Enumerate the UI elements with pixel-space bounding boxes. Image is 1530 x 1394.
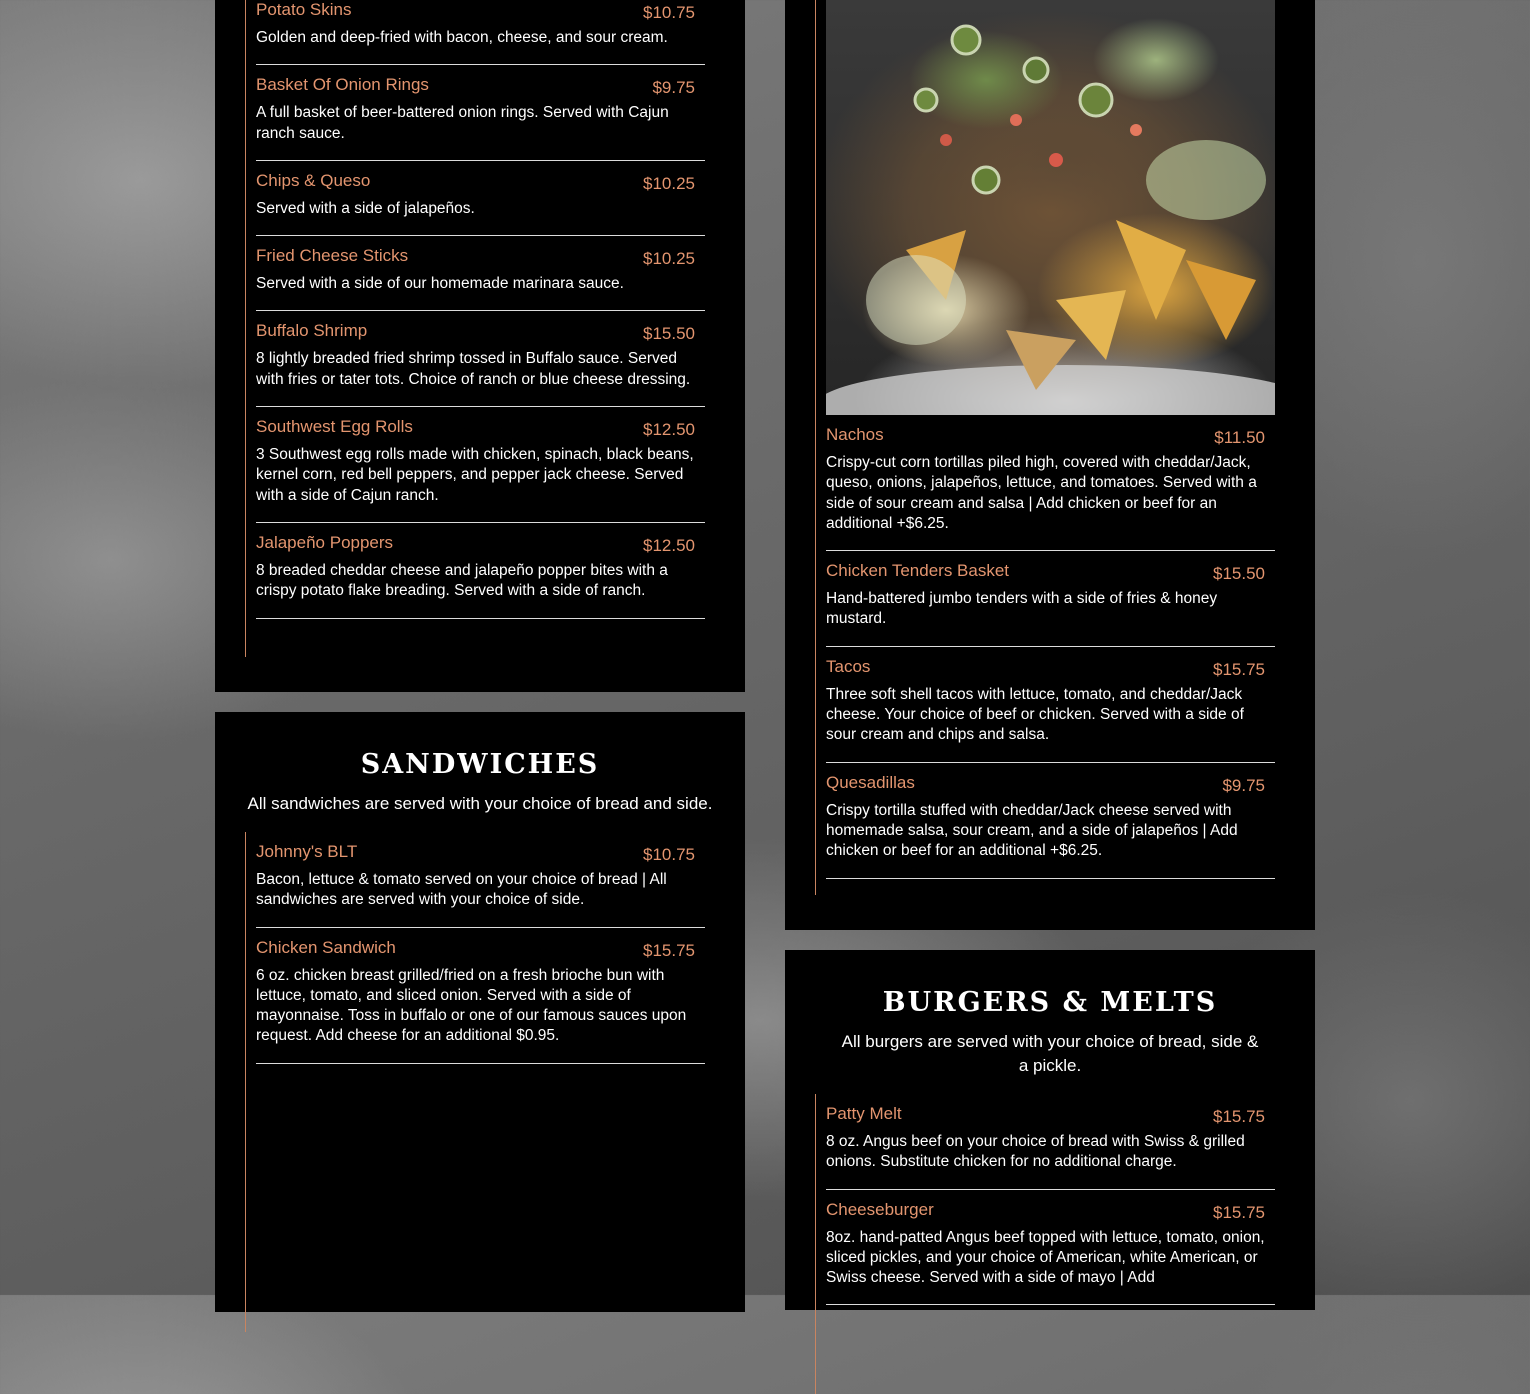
item-description: Served with a side of jalapeños. xyxy=(256,199,475,217)
item-description: 8oz. hand-patted Angus beef topped with lettuce, tomato, onion, sliced pickles, and your choice of American, white American, or Swiss cheese. Served with a side of mayo | Add xyxy=(826,1228,1265,1287)
section-subtitle: All sandwiches are served with your choice of bread and side. xyxy=(247,794,713,813)
item-name: Tacos xyxy=(826,656,871,676)
appetizers-panel xyxy=(215,0,745,692)
menu-item-quesadillas[interactable] xyxy=(826,763,1275,879)
item-name: Southwest Egg Rolls xyxy=(256,417,413,437)
item-price: $10.25 xyxy=(643,249,695,269)
burgers-list xyxy=(815,1094,1275,1394)
item-name: Buffalo Shrimp xyxy=(256,321,368,341)
section-subtitle: All burgers are served with your choice of bread, side & a pickle. xyxy=(841,1032,1259,1075)
burgers-panel xyxy=(785,950,1315,1310)
item-name: Cheeseburger xyxy=(826,1199,934,1219)
item-price: $15.75 xyxy=(1213,659,1265,679)
item-description: Crispy tortilla stuffed with cheddar/Jack cheese served with homemade salsa, sour cream, and a side of jalapeños | Add chicken or beef for an additional +$6.25. xyxy=(826,801,1238,860)
item-price: $15.50 xyxy=(643,324,695,344)
menu-item-jalapeno-poppers[interactable] xyxy=(256,523,705,619)
item-name: Potato Skins xyxy=(256,0,352,19)
appetizers-list xyxy=(245,0,705,657)
item-price: $15.75 xyxy=(1213,1107,1265,1126)
menu-item-chicken-tenders[interactable] xyxy=(826,551,1275,647)
item-description: Bacon, lettuce & tomato served on your choice of bread | All sandwiches are served with your choice of side. xyxy=(256,871,667,909)
menu-item-chips-queso[interactable] xyxy=(256,161,705,236)
menu-item-chicken-sandwich[interactable] xyxy=(256,928,705,1064)
item-price: $12.50 xyxy=(643,420,695,440)
menu-item-potato-skins[interactable] xyxy=(256,0,705,65)
menu-item-cheese-sticks[interactable] xyxy=(256,236,705,311)
item-name: Quesadillas xyxy=(826,772,915,792)
item-description: Crispy-cut corn tortillas piled high, covered with cheddar/Jack, queso, onions, jalapeños, lettuce, and tomatoes. Served with a side of sour cream and salsa | Add chicken or beef for an additional +$6.25. xyxy=(826,454,1257,532)
item-price: $15.75 xyxy=(643,940,695,960)
nachos-photo-art xyxy=(826,0,1275,415)
section-title: BURGERS & MELTS xyxy=(882,987,1218,1018)
sandwiches-list xyxy=(245,832,705,1332)
item-name: Chicken Tenders Basket xyxy=(826,561,1010,581)
item-description: 8 oz. Angus beef on your choice of bread with Swiss & grilled onions. Substitute chicken for no additional charge. xyxy=(826,1133,1245,1171)
item-name: Basket Of Onion Rings xyxy=(256,75,429,95)
nachos-photo xyxy=(826,0,1275,415)
menu-item-buffalo-shrimp[interactable] xyxy=(256,311,705,407)
menu-item-tacos[interactable] xyxy=(826,647,1275,763)
item-description: 3 Southwest egg rolls made with chicken, spinach, black beans, kernel corn, red bell peppers, and pepper jack cheese. Served with a side of Cajun ranch. xyxy=(256,446,694,504)
item-price: $10.25 xyxy=(643,173,695,193)
menu-item-cheeseburger[interactable] xyxy=(826,1190,1275,1306)
menu-item-onion-rings[interactable] xyxy=(256,65,705,161)
item-price: $15.50 xyxy=(1213,564,1265,584)
item-description: 6 oz. chicken breast grilled/fried on a fresh brioche bun with lettuce, tomato, and sliced onion. Served with a side of mayonnaise. Toss in buffalo or one of our famous sauces upon request. Add cheese for an additional $0.95. xyxy=(256,966,687,1045)
menu-item-nachos[interactable] xyxy=(826,415,1275,551)
menu-item-patty-melt[interactable] xyxy=(826,1094,1275,1190)
item-price: $11.50 xyxy=(1214,428,1265,447)
item-name: Johnny's BLT xyxy=(256,842,358,861)
item-price: $10.75 xyxy=(643,3,695,22)
item-name: Jalapeño Poppers xyxy=(256,532,394,552)
item-description: Hand-battered jumbo tenders with a side of fries & honey mustard. xyxy=(826,590,1218,628)
section-title: SANDWICHES xyxy=(360,749,600,780)
item-name: Fried Cheese Sticks xyxy=(256,246,409,266)
item-description: A full basket of beer-battered onion rings. Served with Cajun ranch sauce. xyxy=(256,104,669,142)
item-price: $15.75 xyxy=(1213,1202,1265,1222)
item-name: Chicken Sandwich xyxy=(256,937,396,957)
item-description: Served with a side of our homemade marinara sauce. xyxy=(256,275,624,293)
menu-item-johnnys-blt[interactable] xyxy=(256,832,705,928)
item-name: Patty Melt xyxy=(826,1104,902,1123)
item-price: $9.75 xyxy=(1222,775,1265,795)
favorites-panel xyxy=(785,0,1315,930)
item-price: $12.50 xyxy=(643,535,695,555)
sandwiches-panel xyxy=(215,712,745,1312)
item-description: Golden and deep-fried with bacon, cheese, and sour cream. xyxy=(256,29,668,46)
menu-item-egg-rolls[interactable] xyxy=(256,407,705,523)
item-price: $9.75 xyxy=(652,78,695,98)
item-description: 8 breaded cheddar cheese and jalapeño popper bites with a crispy potato flake breading. Served with a side of ranch. xyxy=(256,561,668,600)
item-description: Three soft shell tacos with lettuce, tomato, and cheddar/Jack cheese. Your choice of beef or chicken. Served with a side of sour cream and chips and salsa. xyxy=(826,685,1244,744)
item-name: Chips & Queso xyxy=(256,170,371,190)
item-price: $10.75 xyxy=(643,845,695,864)
item-description: 8 lightly breaded fried shrimp tossed in Buffalo sauce. Served with fries or tater tots. Choice of ranch or blue cheese dressing. xyxy=(256,350,691,388)
item-name: Nachos xyxy=(826,425,884,444)
